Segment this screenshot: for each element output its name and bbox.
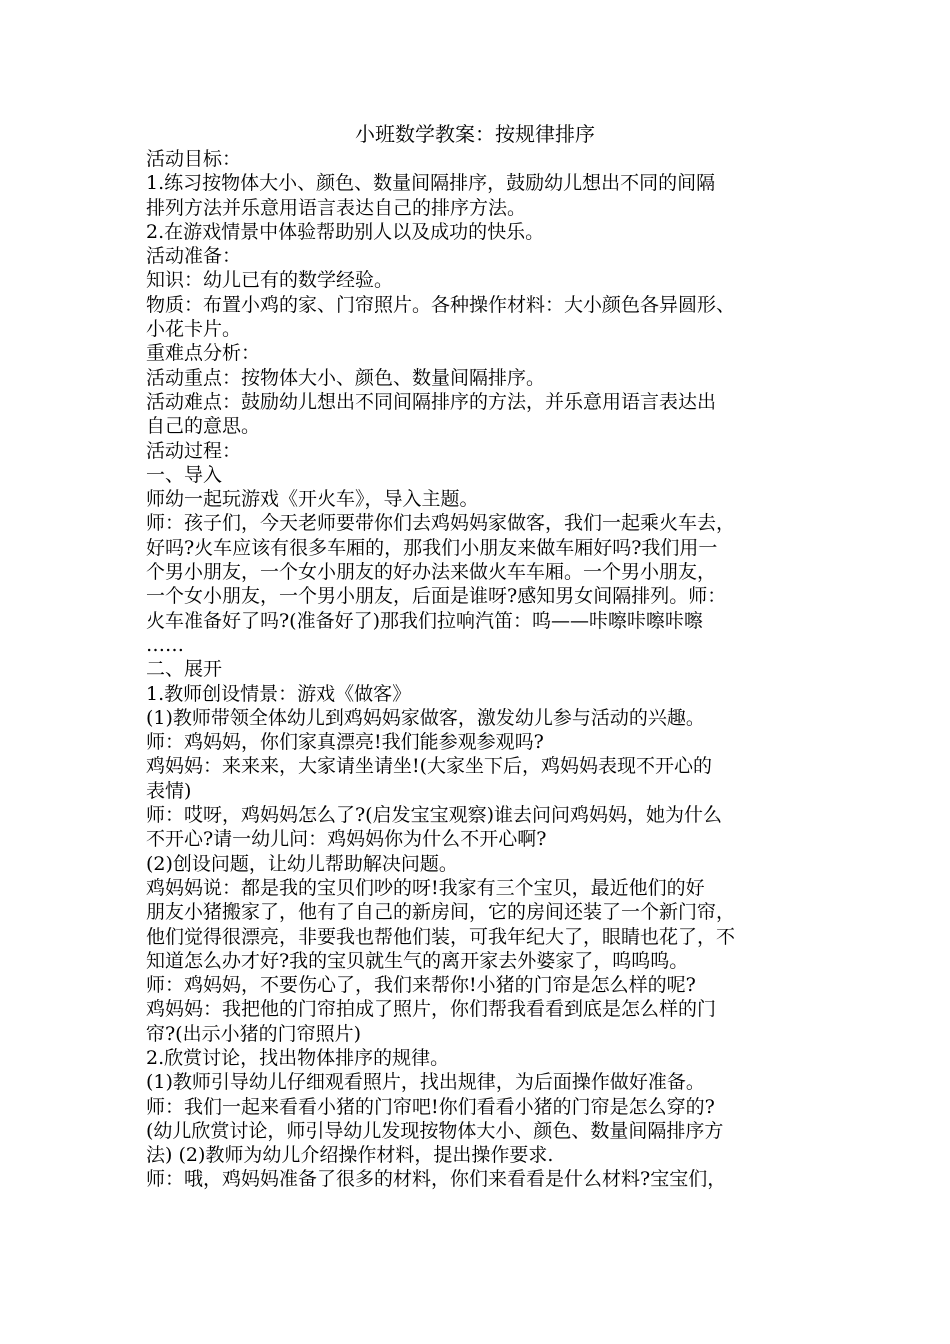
text-line: 活动目标： — [146, 148, 242, 170]
text-line: 师幼一起玩游戏《开火车》，导入主题。 — [146, 488, 479, 511]
text-line: 排列方法并乐意用语言表达自己的排序方法。 — [146, 196, 527, 219]
text-line: 表情) — [146, 779, 192, 802]
text-line: 1.练习按物体大小、颜色、数量间隔排序，鼓励幼儿想出不同的间隔 — [146, 172, 716, 195]
text-line: 小花卡片。 — [146, 318, 242, 341]
text-line: …… — [146, 633, 184, 656]
text-line: 知识：幼儿已有的数学经验。 — [146, 269, 394, 292]
text-line: 鸡妈妈说：都是我的宝贝们吵的呀!我家有三个宝贝，最近他们的好 — [146, 876, 705, 899]
text-line: 自己的意思。 — [146, 415, 261, 438]
text-line: 知道怎么办才好?我的宝贝就生气的离开家去外婆家了，呜呜呜。 — [146, 949, 689, 972]
text-line: (1)教师引导幼儿仔细观看照片，找出规律，为后面操作做好准备。 — [146, 1071, 705, 1094]
text-line: 朋友小猪搬家了，他有了自己的新房间，它的房间还装了一个新门帘， — [146, 901, 736, 924]
text-line: 物质：布置小鸡的家、门帘照片。各种操作材料：大小颜色各异圆形、 — [146, 293, 736, 316]
text-line: 鸡妈妈：来来来，大家请坐请坐!(大家坐下后，鸡妈妈表现不开心的 — [146, 755, 713, 778]
text-line: 一个女小朋友，一个男小朋友，后面是谁呀?感知男女间隔排列。师： — [146, 585, 727, 608]
text-line: 活动重点：按物体大小、颜色、数量间隔排序。 — [146, 366, 546, 389]
text-line: 一、导入 — [146, 463, 223, 486]
text-line: 2.欣赏讨论，找出物体排序的规律。 — [146, 1046, 450, 1069]
text-line: 活动过程： — [146, 439, 242, 462]
document-body — [146, 147, 816, 1192]
text-line: 重难点分析： — [146, 342, 261, 365]
text-line: 活动难点：鼓励幼儿想出不同间隔排序的方法，并乐意用语言表达出 — [146, 390, 717, 413]
text-line: 师：孩子们，今天老师要带你们去鸡妈妈家做客，我们一起乘火车去， — [146, 512, 736, 535]
text-line: 师：我们一起来看看小猪的门帘吧!你们看看小猪的门帘是怎么穿的? — [146, 1095, 715, 1118]
text-line: 师：鸡妈妈，不要伤心了，我们来帮你!小猪的门帘是怎么样的呢? — [146, 974, 696, 997]
text-line: 2.在游戏情景中体验帮助别人以及成功的快乐。 — [146, 220, 545, 243]
text-line: (幼儿欣赏讨论，师引导幼儿发现按物体大小、颜色、数量间隔排序方 — [146, 1119, 724, 1142]
text-line: 鸡妈妈：我把他的门帘拍成了照片，你们帮我看看到底是怎么样的门 — [146, 998, 717, 1021]
text-line: 火车准备好了吗?(准备好了)那我们拉响汽笛：呜——咔嚓咔嚓咔嚓 — [146, 609, 704, 632]
text-line: 他们觉得很漂亮，非要我也帮他们装，可我年纪大了，眼睛也花了，不 — [146, 925, 736, 948]
text-line: 法) (2)教师为幼儿介绍操作材料，提出操作要求. — [146, 1144, 554, 1167]
document-title: 小班数学教案：按规律排序 — [355, 122, 595, 146]
text-line: 个男小朋友，一个女小朋友的好办法来做火车车厢。一个男小朋友， — [146, 561, 717, 584]
text-line: 师：哦，鸡妈妈准备了很多的材料，你们来看看是什么材料?宝宝们， — [146, 1168, 727, 1191]
text-line: 二、展开 — [146, 658, 223, 681]
text-line: 师：鸡妈妈，你们家真漂亮!我们能参观参观吗? — [146, 731, 544, 754]
text-line: 帘?(出示小猪的门帘照片) — [146, 1022, 362, 1045]
text-line: 不开心?请一幼儿问：鸡妈妈你为什么不开心啊? — [146, 828, 547, 851]
text-line: (2)创设问题，让幼儿帮助解决问题。 — [146, 852, 458, 875]
text-line: 师：哎呀，鸡妈妈怎么了?(启发宝宝观察)谁去问问鸡妈妈，她为什么 — [146, 804, 723, 827]
text-line: 好吗?火车应该有很多车厢的，那我们小朋友来做车厢好吗?我们用一 — [146, 536, 718, 559]
text-line: 活动准备： — [146, 245, 242, 268]
text-line: (1)教师带领全体幼儿到鸡妈妈家做客，激发幼儿参与活动的兴趣。 — [146, 706, 705, 729]
text-line: 1.教师创设情景：游戏《做客》 — [146, 682, 412, 705]
